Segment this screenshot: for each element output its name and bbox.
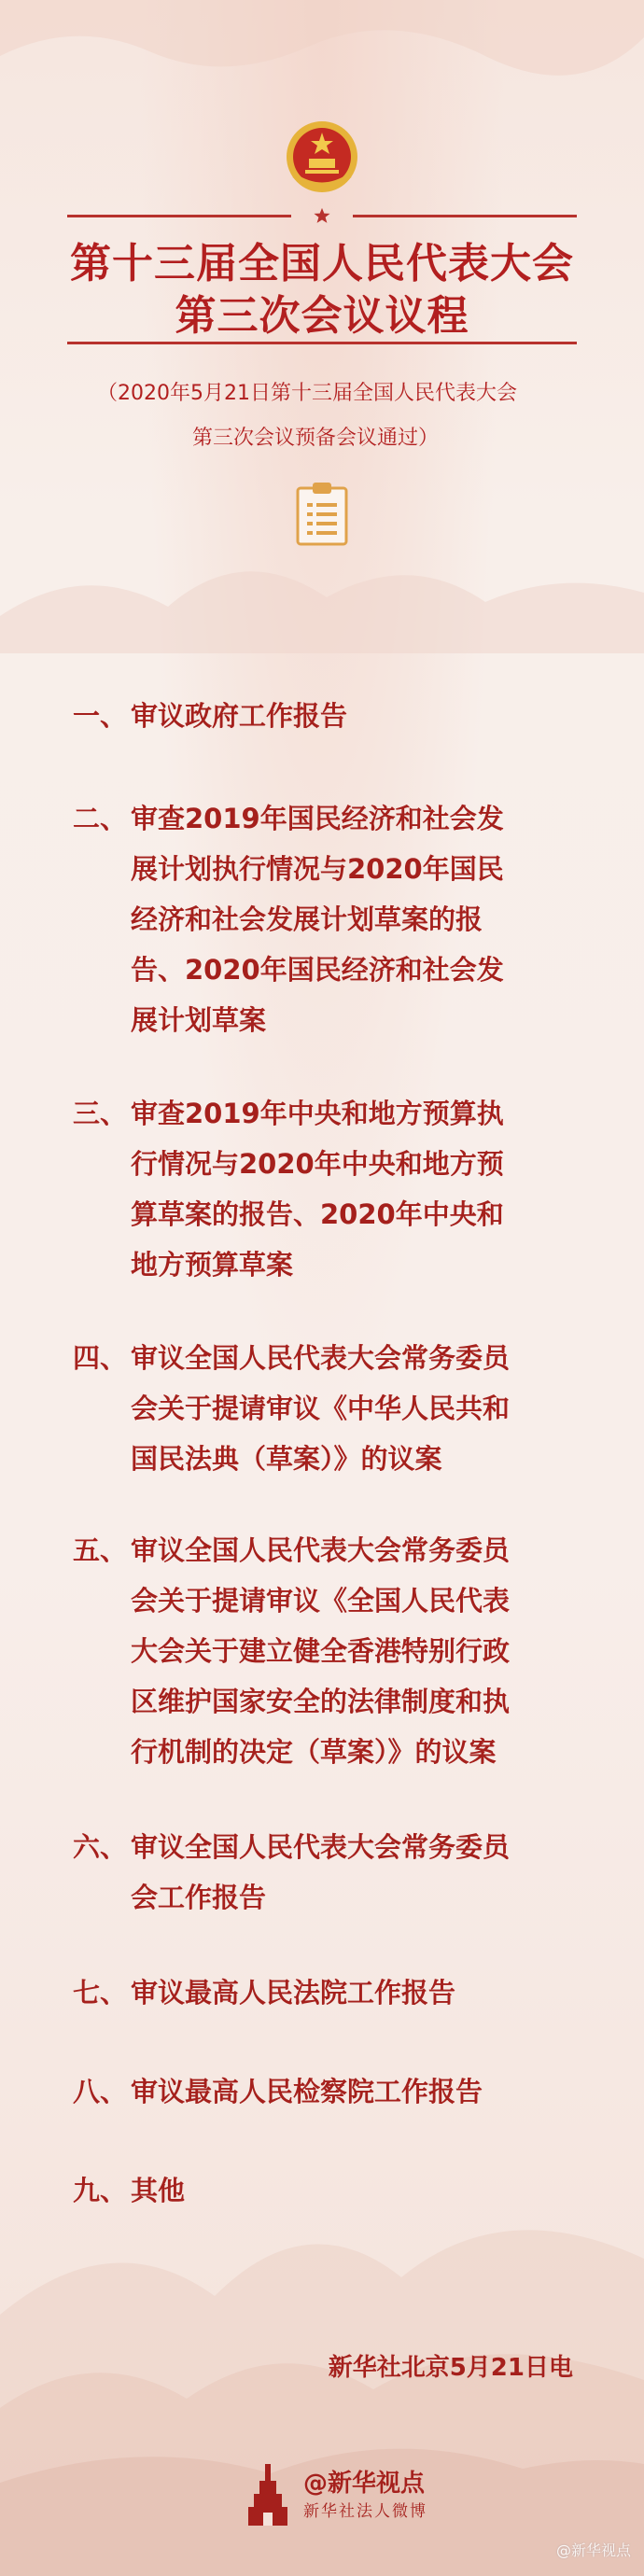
national-emblem-icon: [285, 119, 359, 194]
agenda-item-text: 审议政府工作报告: [131, 700, 348, 732]
brand-name: @新华视点: [303, 2470, 426, 2498]
agenda-item-number: 六、: [73, 1831, 128, 1863]
agenda-item-number: 八、: [73, 2076, 128, 2107]
star-icon: [314, 207, 330, 224]
agenda-item-text: 其他: [131, 2175, 186, 2206]
agenda-item-number: 一、: [73, 700, 128, 732]
adoption-note-line1: （2020年5月21日第十三届全国人民代表大会: [97, 382, 517, 405]
news-dateline: 新华社北京5月21日电: [328, 2354, 573, 2382]
agenda-item-text: 审议最高人民法院工作报告: [131, 1977, 456, 2009]
title-rule-top-left: [67, 215, 291, 217]
page-title-line1: 第十三届全国人民代表大会: [70, 240, 574, 287]
agenda-item-number: 四、: [73, 1342, 128, 1374]
agenda-item-number: 七、: [73, 1977, 128, 2009]
title-rule-bottom: [67, 342, 577, 344]
agenda-item-number: 三、: [73, 1098, 128, 1129]
agenda-item-text: 审议全国人民代表大会常务委员 会关于提请审议《全国人民代表 大会关于建立健全香港特别行政 区维护国家安全的法律制度和执 行机制的决定（草案）》的议案: [131, 1534, 511, 1768]
agenda-item-text: 审查2019年中央和地方预算执 行情况与2020年中央和地方预 算草案的报告、2020年中央和 地方预算草案: [131, 1098, 504, 1281]
agenda-item-number: 五、: [73, 1534, 128, 1566]
adoption-note-line2: 第三次会议预备会议通过）: [192, 427, 440, 450]
agenda-item-number: 二、: [73, 803, 128, 834]
watermark: @新华视点: [555, 2541, 631, 2559]
tower-logo-icon: [245, 2462, 295, 2527]
document-icon: [296, 481, 348, 546]
agenda-item-text: 审议全国人民代表大会常务委员 会关于提请审议《中华人民共和 国民法典（草案）》的议案: [131, 1342, 511, 1475]
agenda-item-text: 审议全国人民代表大会常务委员 会工作报告: [131, 1831, 511, 1913]
agenda-item-text: 审议最高人民检察院工作报告: [131, 2076, 483, 2107]
cloud-decoration-top: [0, 0, 644, 112]
agenda-item-number: 九、: [73, 2175, 128, 2206]
title-rule-top-right: [353, 215, 577, 217]
page-title-line2: 第三次会议议程: [175, 292, 469, 340]
brand-subtitle: 新华社法人微博: [303, 2502, 427, 2521]
agenda-item-text: 审查2019年国民经济和社会发 展计划执行情况与2020年国民 经济和社会发展计划草案的报 告、2020年国民经济和社会发 展计划草案: [131, 803, 504, 1036]
